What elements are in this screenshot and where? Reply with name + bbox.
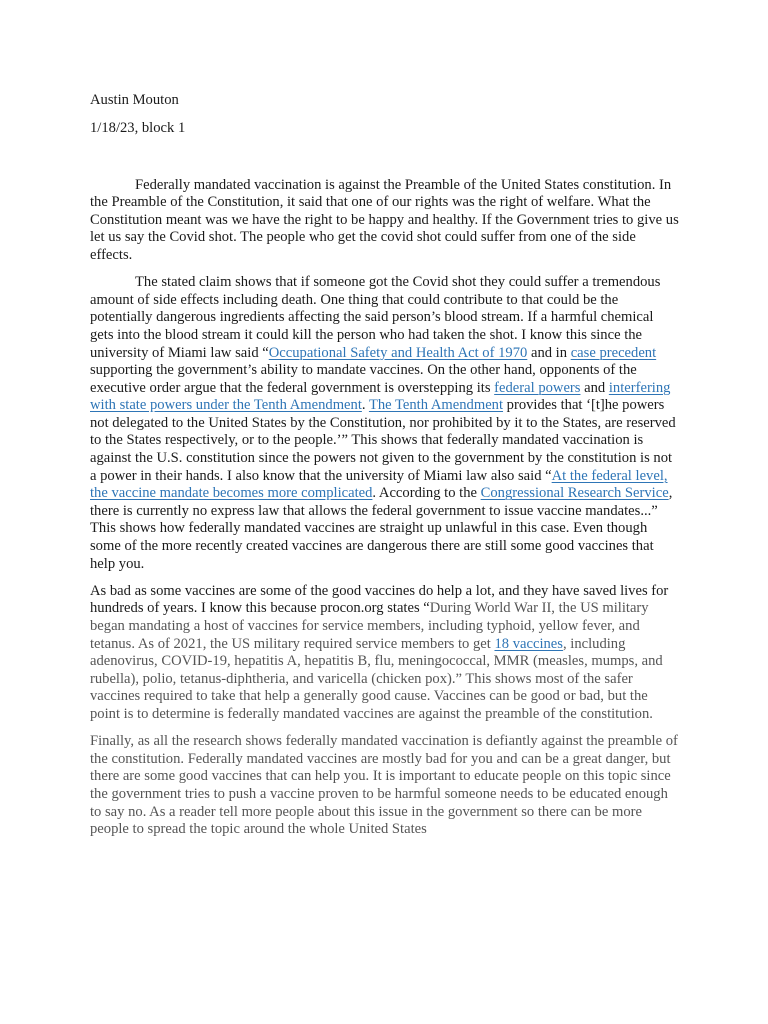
link-federal-level[interactable]: At the federal level, the vaccine mandate becomes more complicated	[90, 467, 668, 502]
link-18-vaccines[interactable]: 18 vaccines	[494, 635, 563, 652]
quote-segment: During World War II, the US military began mandating a host of vaccines for service members, including typhoid, yellow fever, and tetanus. As of 2021, the US military required service members to get	[90, 600, 649, 652]
link-state-powers[interactable]: interfering with state powers under the Tenth Amendment	[90, 379, 671, 414]
text-segment: and in	[527, 344, 571, 361]
text-segment: .	[361, 397, 369, 414]
author-name: Austin Mouton	[90, 92, 179, 108]
link-case-precedent[interactable]: case precedent	[570, 344, 657, 361]
text-segment: supporting the government’s ability to mandate vaccines. On the other hand, opponents of the executive order argue that the federal government is overstepping its	[90, 362, 637, 396]
text-segment: , there is currently no express law that allows the federal government to issue vaccine mandates...” This shows how federally mandated vaccines are straight up unlawful in this case. Even though some of the more recently created vaccines are dangerous there are still some good vaccines that help you.	[90, 485, 673, 572]
link-federal-powers[interactable]: federal powers	[494, 379, 581, 396]
link-osha-act[interactable]: Occupational Safety and Health Act of 1970	[268, 344, 528, 361]
document-page	[90, 92, 680, 848]
paragraph-intro: Federally mandated vaccination is against the Preamble of the United States constitution. In the Preamble of the Constitution, it said that one of our rights was the right of welfare. What the Constitution meant was we have the right to be happy and healthy. If the Government tries to give us let us say the Covid shot. The people who get the covid shot could suffer from one of the side effects.	[90, 176, 679, 263]
link-tenth-amendment[interactable]: The Tenth Amendment	[368, 397, 504, 414]
quote-segment: , including adenovirus, COVID-19, hepatitis A, hepatitis B, flu, meningococcal, MMR (measles, mumps, and rubella), polio, tetanus-diphtheria, and varicella (chicken pox).” This shows most of the safer vaccines required to take that help a generally good cause. Vaccines can be good or bad, but the point is to determine is federally mandated vaccines are against the preamble of the constitution.	[90, 635, 663, 722]
text-segment: The stated claim shows that if someone got the Covid shot they could suffer a tremendous amount of side effects including death. One thing that could contribute to that could be the potentially dangerous ingredients affecting the said person’s blood stream. If a harmful chemical gets into the blood stream it could kill the person who had taken the shot. I know this since the university of Miami law said “	[90, 274, 661, 361]
text-segment: and	[580, 379, 609, 396]
text-segment: As bad as some vaccines are some of the good vaccines do help a lot, and they have saved lives for hundreds of years. I know this because procon.org states “	[90, 582, 669, 617]
date-block: 1/18/23, block 1	[90, 119, 186, 136]
link-congressional-research[interactable]: Congressional Research Service	[480, 485, 669, 502]
paragraph-good-vaccines	[90, 583, 680, 724]
paragraph-conclusion: Finally, as all the research shows federally mandated vaccination is defiantly against the preamble of the constitution. Federally mandated vaccines are mostly bad for you and can be a great danger, but there are some good vaccines that can help you. It is important to educate people on this topic since the government tries to push a vaccine proven to be harmful someone needs to be educated enough to say no. As a reader tell more people about this issue in the government so there can be more people to spread the topic around the whole United States	[90, 733, 678, 838]
text-segment: provides that ‘[t]he powers not delegated to the United States by the Constitution, nor prohibited by it to the States, are reserved to the States respectively, or to the people.’” This shows that federally mandated vaccination is against the U.S. constitution since the powers not given to the government by the constitution is not a power in their hands. I also know that the university of Miami law also said “	[90, 397, 676, 484]
text-segment: . According to the	[372, 485, 481, 502]
paragraph-side-effects	[90, 274, 680, 573]
